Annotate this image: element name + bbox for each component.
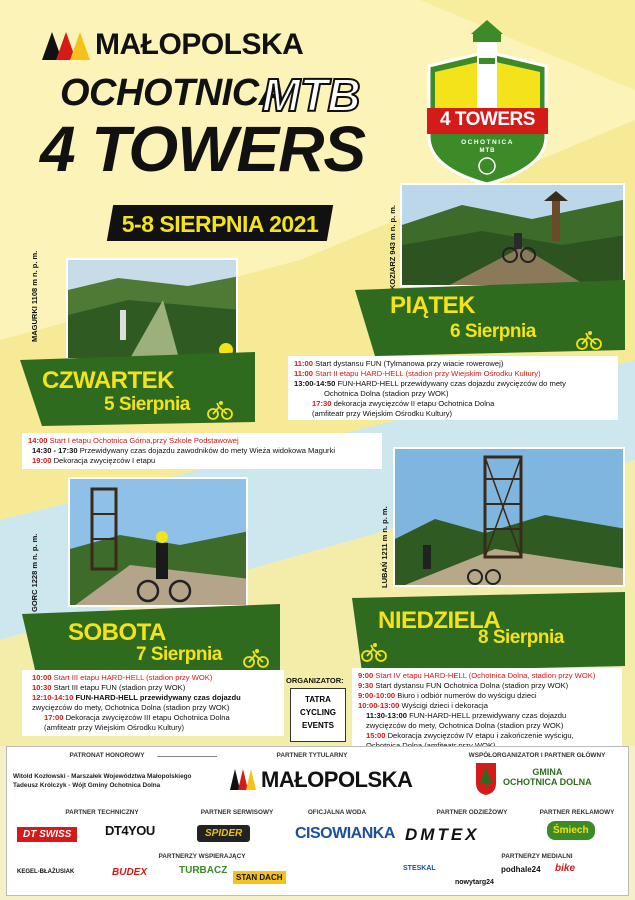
sched-row: 9:30 Start dystansu FUN Ochotnica Dolna (stadion przy WOK) — [358, 681, 569, 690]
sched-row: Ochotnica Dolna (stadion przy WOK) — [324, 389, 449, 398]
photo-gorc — [68, 477, 248, 607]
brand-name: MAŁOPOLSKA — [95, 28, 304, 61]
day-date-czwartek: 5 Sierpnia — [104, 394, 190, 415]
altitude-koziarz: KOZIARZ 943 m n. p. m. — [388, 204, 397, 290]
sched-row: 9:00-10:00 Biuro i odbiór numerów do wyścigu dzieci — [358, 691, 537, 700]
media-logo-1: STESKAL — [403, 865, 436, 872]
day-date-niedziela: 8 Sierpnia — [478, 627, 564, 648]
title-line2: 4 TOWERS — [40, 113, 366, 185]
photo-koziarz — [400, 183, 625, 287]
dt-swiss-logo: DT SWISS — [17, 827, 77, 842]
sched-row: 10:00 Start III etapu HARD-HELL (stadion przy WOK) — [32, 673, 213, 682]
label-media: PARTNERZY MEDIALNI — [501, 853, 573, 860]
sched-row: 10:00-13:00 Wyścigi dzieci i dekoracja — [358, 701, 488, 710]
media-logo-4: nowytarg24 — [455, 879, 494, 886]
dt4you-logo: DT4YOU — [105, 823, 155, 838]
altitude-magurki: MAGURKI 1108 m n. p. m. — [30, 250, 39, 342]
sched-row: (amfiteatr przy Wiejskim Ośrodku Kultury) — [312, 409, 453, 418]
label-clothing: PARTNER ODZIEŻOWY — [436, 809, 508, 816]
dmtex-logo: DMTEX — [405, 825, 480, 844]
media-logo-2: podhale24 — [501, 865, 541, 874]
sched-row: 14:30 - 17:30 Przewidywany czas dojazdu zawodników do mety Wieża widokowa Magurki — [32, 446, 336, 455]
sponsors-footer — [6, 746, 629, 896]
organizer-label: ORGANIZATOR: — [286, 676, 344, 685]
sched-row: zwycięzców do mety, Ochotnica Dolna (stadion przy WOK) — [366, 721, 564, 730]
day-date-sobota: 7 Sierpnia — [136, 644, 222, 665]
event-dates: 5-8 SIERPNIA 2021 — [121, 211, 319, 237]
day-date-piatek: 6 Sierpnia — [450, 321, 536, 342]
coorganizer-logo: GMINA OCHOTNICA DOLNA — [503, 767, 592, 787]
label-service-partner: PARTNER SERWISOWY — [200, 809, 274, 816]
label-honorary: PATRONAT HONOROWY — [69, 752, 145, 759]
title-partner-logo: MAŁOPOLSKA — [261, 767, 413, 792]
day-name-niedziela: NIEDZIELA — [378, 607, 501, 634]
sched-row: 10:30 Start III etapu FUN (stadion przy WOK) — [32, 683, 186, 692]
sched-row: 11:00 Start dystansu FUN (Tylmanowa przy wiacie rowerowej) — [294, 359, 504, 368]
schedule-piatek — [288, 356, 618, 420]
sched-row: (amfiteatr przy Wiejskim Ośrodku Kultury) — [44, 723, 185, 732]
label-coorganizer: WSPÓŁORGANIZATOR I PARTNER GŁÓWNY — [468, 752, 606, 759]
honorary-list: Witold Kozłowski - Marszałek Województwa Małopolskiego Tadeusz Królczyk - Wójt Gminy Ochotnica Dolna — [13, 773, 192, 789]
badge-sub1: OCHOTNICA — [461, 139, 514, 146]
cisowianka-logo: CISOWIANKA — [295, 825, 395, 842]
shield-icon — [425, 18, 550, 186]
title-line1: OCHOTNICA — [60, 72, 286, 114]
support-logo-1: KEGEL-BŁAŻUSIAK — [17, 869, 75, 875]
badge-sub2: MTB — [479, 148, 496, 154]
spider-logo: SPIDER — [197, 825, 250, 842]
media-logo-3: bike — [555, 863, 576, 874]
ad-partner-logo: Śmiech — [547, 821, 595, 840]
schedule-czwartek — [22, 433, 382, 469]
day-name-czwartek: CZWARTEK — [42, 367, 174, 394]
label-ad-partner: PARTNER REKLAMOWY — [539, 809, 615, 816]
coat-of-arms-icon — [475, 761, 497, 795]
support-logo-3: TURBACZ — [179, 865, 228, 876]
bike-icon — [242, 648, 270, 668]
bike-icon — [206, 400, 234, 420]
day-name-piatek: PIĄTEK — [390, 292, 476, 319]
support-logo-2: BUDEX — [112, 867, 148, 878]
sched-row: 15:00 Dekoracja zwycięzców IV etapu i zakończenie wyścigu, — [366, 731, 574, 740]
sched-row: 12:10-14:10 FUN-HARD-HELL przewidywany czas dojazdu — [32, 693, 241, 702]
sched-row: 9:00 Start IV etapu HARD-HELL (Ochotnica Dolna, stadion przy WOK) — [358, 671, 596, 680]
label-tech-partner: PARTNER TECHNICZNY — [65, 809, 139, 816]
altitude-luban: LUBAŃ 1211 m n. p. m. — [380, 506, 389, 588]
label-water: OFICJALNA WODA — [307, 809, 367, 816]
badge-title: 4 TOWERS — [440, 109, 535, 130]
support-logo-4: STAN DACH — [233, 871, 286, 884]
organizer-logo: TATRA CYCLING EVENTS — [290, 688, 346, 742]
sched-row: 17:00 Dekoracja zwycięzców III etapu Ochotnica Dolna — [44, 713, 230, 722]
photo-magurki — [66, 258, 238, 360]
sched-row: 19:00 Dekoracja zwycięzców I etapu — [32, 456, 156, 465]
schedule-niedziela — [352, 668, 622, 752]
sched-row: 11:30-13:00 FUN-HARD-HELL przewidywany czas dojazdu — [366, 711, 567, 720]
bike-icon — [575, 330, 603, 350]
bike-icon — [360, 642, 388, 662]
malopolska-logo-icon — [229, 767, 259, 791]
4-towers-badge — [425, 18, 550, 186]
photo-luban — [393, 447, 625, 587]
title-mtb: MTB — [262, 69, 361, 121]
sched-row: zwycięzców do mety, Ochotnica Dolna (stadion przy WOK) — [32, 703, 230, 712]
label-support: PARTNERZY WSPIERAJĄCY — [158, 853, 246, 860]
schedule-sobota — [22, 670, 284, 736]
day-name-sobota: SOBOTA — [68, 619, 166, 646]
altitude-gorc: GORC 1228 m n. p. m. — [30, 533, 39, 612]
sched-row: 17:30 dekoracja zwycięzców II etapu Ochotnica Dolna — [312, 399, 495, 408]
sched-row: 13:00-14:50 FUN-HARD-HELL przewidywany czas dojazdu zwycięzców do mety — [294, 379, 566, 388]
sched-row: 11:00 Start II etapu HARD-HELL (stadion przy Wiejskim Ośrodku Kultury) — [294, 369, 541, 378]
label-title-partner: PARTNER TYTULARNY — [276, 752, 348, 759]
sched-row: 14:00 Start I etapu Ochotnica Górna,przy Szkole Podstawowej — [28, 436, 239, 445]
